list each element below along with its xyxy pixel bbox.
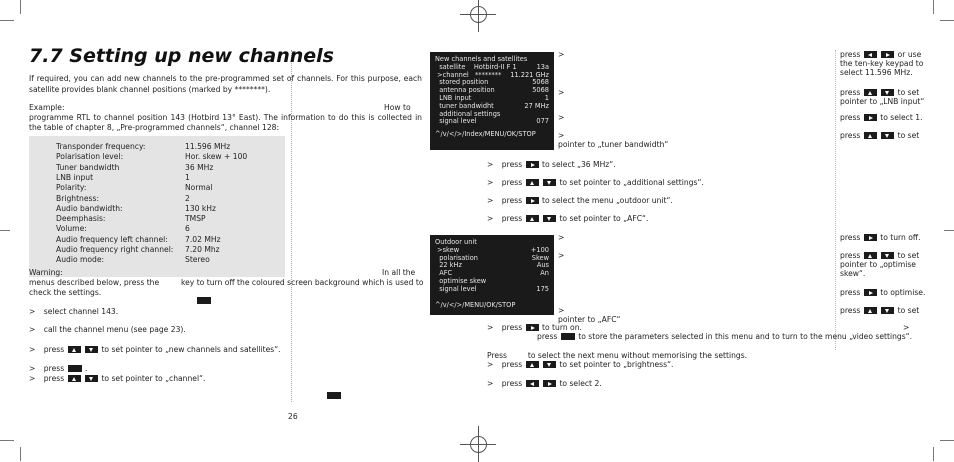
right-arrow-key-icon <box>881 51 894 58</box>
step-3-text: to set pointer to „new channels and satellites“. <box>101 345 281 354</box>
press-word: press <box>43 345 65 354</box>
instr-r8b: pointer to „AFC“ <box>558 315 621 324</box>
osd-row-value: Skew <box>531 253 549 262</box>
instr-r8-text: to set <box>897 306 920 315</box>
right-arrow-key-icon <box>864 234 877 241</box>
right-arrow-key-icon <box>543 380 556 387</box>
crop-mark <box>0 230 10 231</box>
spec-key: Polarity: <box>56 183 87 193</box>
marker: > <box>558 233 565 242</box>
osd-row-label: satellite Hotbird-II F 1 <box>435 62 517 71</box>
spec-row <box>56 255 210 264</box>
step-marker: > <box>487 379 494 388</box>
down-arrow-key-icon <box>543 179 556 186</box>
spec-row <box>56 142 230 151</box>
crop-mark <box>933 0 934 14</box>
osd-row-value: +100 <box>530 245 549 254</box>
down-arrow-key-icon <box>85 346 98 353</box>
spec-value: 6 <box>185 224 190 234</box>
osd-row-label: polarisation <box>435 253 478 262</box>
step-4 <box>29 364 87 373</box>
press-word: press <box>43 364 65 373</box>
crop-mark <box>0 20 14 21</box>
instr-r2 <box>840 88 919 97</box>
instr-s7-text: to select the next menu without memorising the settings. <box>527 351 748 360</box>
step-2-text: call the channel menu (see page 23). <box>43 325 186 334</box>
instr-s5-text: to turn on. <box>542 323 582 332</box>
ok-key-icon <box>561 333 575 340</box>
step-marker: > <box>29 364 36 373</box>
instr-r3-text: to select 1. <box>880 113 923 122</box>
osd-row-value: An <box>540 269 549 278</box>
step-marker: > <box>487 196 494 205</box>
crop-mark <box>940 20 954 21</box>
instr-r4 <box>840 131 919 140</box>
spec-row <box>56 152 247 161</box>
instr-r1 <box>840 50 921 59</box>
osd-row-value: 13a <box>536 62 549 71</box>
down-arrow-key-icon <box>881 132 894 139</box>
spec-row <box>56 183 212 192</box>
up-arrow-key-icon <box>526 215 539 222</box>
press-word: press <box>840 233 861 242</box>
spec-row <box>56 163 213 172</box>
spec-key: LNB input <box>56 172 94 182</box>
spec-value: 36 MHz <box>185 162 214 172</box>
osd-title: Outdoor unit <box>435 238 477 246</box>
right-arrow-key-icon <box>864 114 877 121</box>
instr-r4-text: to set <box>897 131 920 140</box>
osd-row-label: optimise skew <box>435 276 487 285</box>
crop-mark <box>20 447 21 461</box>
spec-value: Normal <box>185 183 213 193</box>
down-arrow-key-icon <box>85 375 98 382</box>
press-word: press <box>537 332 558 341</box>
page-number: 26 <box>288 412 298 421</box>
instr-r6b: pointer to „optimise <box>840 260 916 269</box>
press-word: press <box>840 306 861 315</box>
spec-row <box>56 173 190 182</box>
up-arrow-key-icon <box>526 179 539 186</box>
spec-key: Polarisation level: <box>56 152 124 162</box>
instr-s8-text: to set pointer to „brightness“. <box>559 360 674 369</box>
instr-s2 <box>487 178 704 187</box>
instr-s6 <box>537 332 912 341</box>
spec-key: Audio mode: <box>56 255 105 265</box>
press-word: press <box>840 88 861 97</box>
warning-text <box>29 278 159 287</box>
spec-value: 7.20 Mhz <box>185 245 220 254</box>
up-arrow-key-icon <box>864 307 877 314</box>
press-word: press <box>501 160 523 169</box>
crop-mark <box>944 230 954 231</box>
up-arrow-key-icon <box>864 252 877 259</box>
spec-value: TMSP <box>185 214 206 224</box>
stop-key-icon <box>327 392 341 399</box>
spec-key: Deemphasis: <box>56 214 106 224</box>
instr-s2-text: to set pointer to „additional settings“. <box>559 178 704 187</box>
marker: > <box>558 88 565 97</box>
spec-key: Audio frequency right channel: <box>56 245 174 254</box>
spec-row <box>56 224 190 233</box>
instr-r6-text: to set <box>897 251 920 260</box>
osd-row-label: additional settings <box>435 109 501 118</box>
spec-row <box>56 194 190 203</box>
instr-r2-text: to set <box>897 88 920 97</box>
osd-row-value: 5068 <box>532 86 549 95</box>
intro-paragraph: If required, you can add new channels to the pre-programmed set of channels. For this purpose, each satellite provides blank channel positions (marked by ********). <box>29 74 422 94</box>
right-arrow-key-icon <box>526 197 539 204</box>
step-marker: > <box>29 307 36 316</box>
osd-row <box>435 118 549 126</box>
instr-s4-text: to set pointer to „AFC“. <box>559 214 649 223</box>
up-arrow-key-icon <box>864 132 877 139</box>
spec-row <box>56 204 216 213</box>
example-label: Example: <box>29 103 65 112</box>
instr-r7-text: to optimise. <box>880 288 926 297</box>
spec-key: Tuner bandwidth <box>56 162 120 172</box>
step-marker: > <box>29 374 36 383</box>
osd-row-label: tuner bandwidht <box>435 101 494 110</box>
press-word: press <box>840 113 861 122</box>
page-title: 7.7 Setting up new channels <box>29 45 334 67</box>
warning-text-a: menus described below, press the <box>29 278 160 287</box>
warning-text-c: check the settings. <box>29 288 102 297</box>
step-marker: > <box>487 160 494 169</box>
step-marker: > <box>487 323 494 332</box>
osd-row-label: AFC <box>435 269 453 278</box>
osd-row-value: 175 <box>536 284 549 293</box>
marker: > <box>558 131 565 140</box>
up-arrow-key-icon <box>864 89 877 96</box>
osd-row-value: 27 MHz <box>524 101 549 110</box>
instr-s3-text: to select the menu „outdoor unit“. <box>542 196 673 205</box>
press-word: press <box>840 251 861 260</box>
press-word: press <box>43 374 65 383</box>
down-arrow-key-icon <box>881 252 894 259</box>
instr-r3 <box>840 113 922 122</box>
left-arrow-key-icon <box>864 51 877 58</box>
right-arrow-key-icon <box>864 289 877 296</box>
instr-r8 <box>840 306 919 315</box>
right-arrow-key-icon <box>526 324 539 331</box>
osd-row-value: 5068 <box>532 78 549 87</box>
press-word: press <box>501 379 523 388</box>
down-arrow-key-icon <box>881 89 894 96</box>
marker: > <box>558 251 565 260</box>
step-marker: > <box>487 360 494 369</box>
instr-s9 <box>487 379 602 388</box>
spec-key: Audio frequency left channel: <box>56 234 168 244</box>
osd-footer: ^/v/</>/MENU/OK/STOP <box>435 300 516 309</box>
instr-r1-text: or use <box>897 50 922 59</box>
instr-s7 <box>487 351 747 360</box>
instr-s1-text: to select „36 MHz“. <box>542 160 616 169</box>
instr-r1c: select 11.596 MHz. <box>840 68 913 77</box>
osd-new-channels-screen <box>430 52 554 150</box>
spec-value: 130 kHz <box>185 203 217 213</box>
instr-r2b: pointer to „LNB input“ <box>840 97 925 106</box>
step-marker: > <box>487 214 494 223</box>
osd-row-value: Aus <box>536 261 549 270</box>
step-marker: > <box>487 178 494 187</box>
down-arrow-key-icon <box>543 215 556 222</box>
step-5-text: to set pointer to „channel“. <box>101 374 206 383</box>
spec-key: Volume: <box>56 224 87 234</box>
example-paragraph: programme RTL to channel position 143 (Hotbird 13° East). The information to do this is collected in the table of chapter 8, „Pre-programmed channels“, channel 128: <box>29 113 422 132</box>
osd-row-label: >skew <box>435 245 460 254</box>
registration-mark-top <box>466 2 490 26</box>
column-guide <box>835 50 836 350</box>
crop-mark <box>933 447 934 461</box>
instr-r5-text: to turn off. <box>880 233 921 242</box>
press-word: press <box>501 196 523 205</box>
instr-r7 <box>840 288 925 297</box>
registration-mark-bottom <box>466 432 490 456</box>
instr-r4b: pointer to „tuner bandwidth“ <box>558 140 669 149</box>
marker: > <box>903 323 910 332</box>
column-guide <box>291 50 292 402</box>
osd-row <box>435 286 549 294</box>
spec-row <box>56 214 206 223</box>
press-word: press <box>840 288 861 297</box>
osd-row-label: 22 kHz <box>435 261 462 270</box>
up-arrow-key-icon <box>68 346 81 353</box>
osd-row-value: 077 <box>536 117 549 126</box>
crop-mark <box>20 0 21 14</box>
spec-row <box>56 235 221 244</box>
marker: > <box>558 306 565 315</box>
osd-title: New channels and satellites <box>435 55 528 63</box>
spec-value: Hor. skew + 100 <box>185 152 248 162</box>
osd-footer: ^/v/</>/Index/MENU/OK/STOP <box>435 130 536 139</box>
warning-text-key: key to turn off the coloured screen background which is used to <box>181 278 424 287</box>
spec-key: Transponder frequency: <box>56 142 146 151</box>
osd-outdoor-unit-screen <box>430 235 554 315</box>
menu-key-icon <box>197 297 211 304</box>
press-word: press <box>501 360 523 369</box>
left-arrow-key-icon <box>526 380 539 387</box>
press-word: press <box>840 131 861 140</box>
step-marker: > <box>29 325 36 334</box>
instr-s5 <box>487 323 582 332</box>
step-marker: > <box>29 345 36 354</box>
osd-row <box>435 262 549 270</box>
instr-r1b: the ten-key keypad to <box>840 59 924 68</box>
spec-value: 1 <box>185 172 190 182</box>
instr-r5 <box>840 233 921 242</box>
spec-value: 7.02 MHz <box>185 234 221 244</box>
spec-row <box>56 245 220 254</box>
crop-mark <box>940 440 954 441</box>
marker: > <box>558 50 565 59</box>
warning-label: Warning: <box>29 268 63 277</box>
instr-s8 <box>487 360 673 369</box>
step-1-text: select channel 143. <box>43 307 119 316</box>
step-2 <box>29 325 186 334</box>
step-3 <box>29 345 281 354</box>
crop-mark <box>0 440 14 441</box>
osd-row-label: antenna position <box>435 86 495 95</box>
press-word: press <box>840 50 861 59</box>
example-how: How to <box>384 103 411 112</box>
up-arrow-key-icon <box>526 361 539 368</box>
press-word: press <box>501 214 523 223</box>
step-4-text: . <box>85 364 88 373</box>
spec-value: 11.596 MHz <box>185 142 231 151</box>
spec-key: Brightness: <box>56 193 100 203</box>
spec-value: Stereo <box>185 255 210 265</box>
osd-row-label: LNB input <box>435 93 472 102</box>
instr-s3 <box>487 196 673 205</box>
press-word: Press <box>487 351 507 360</box>
osd-row-value: 11.221 GHz <box>510 70 549 79</box>
marker: > <box>558 113 565 122</box>
down-arrow-key-icon <box>881 307 894 314</box>
osd-row-label: signal level <box>435 117 477 126</box>
up-arrow-key-icon <box>68 375 81 382</box>
down-arrow-key-icon <box>543 361 556 368</box>
osd-row-label: >channel ******** <box>435 70 502 79</box>
press-word: press <box>501 323 523 332</box>
spec-value: 2 <box>185 193 190 203</box>
instr-s6-text: to store the parameters selected in this menu and to turn to the menu „video settings“. <box>578 332 913 341</box>
osd-row-value: 1 <box>544 93 549 102</box>
osd-row-label: stored position <box>435 78 489 87</box>
step-1 <box>29 307 118 316</box>
osd-row-label: signal level <box>435 284 477 293</box>
ok-key-icon <box>68 365 82 372</box>
spec-key: Audio bandwidth: <box>56 203 123 213</box>
instr-r6c: skew“. <box>840 269 866 278</box>
right-arrow-key-icon <box>526 161 539 168</box>
press-word: press <box>501 178 523 187</box>
instr-s1 <box>487 160 616 169</box>
instr-s4 <box>487 214 648 223</box>
instr-s9-text: to select 2. <box>559 379 602 388</box>
step-5 <box>29 374 205 383</box>
warning-in-all: In all the <box>382 268 416 277</box>
instr-r6 <box>840 251 919 260</box>
